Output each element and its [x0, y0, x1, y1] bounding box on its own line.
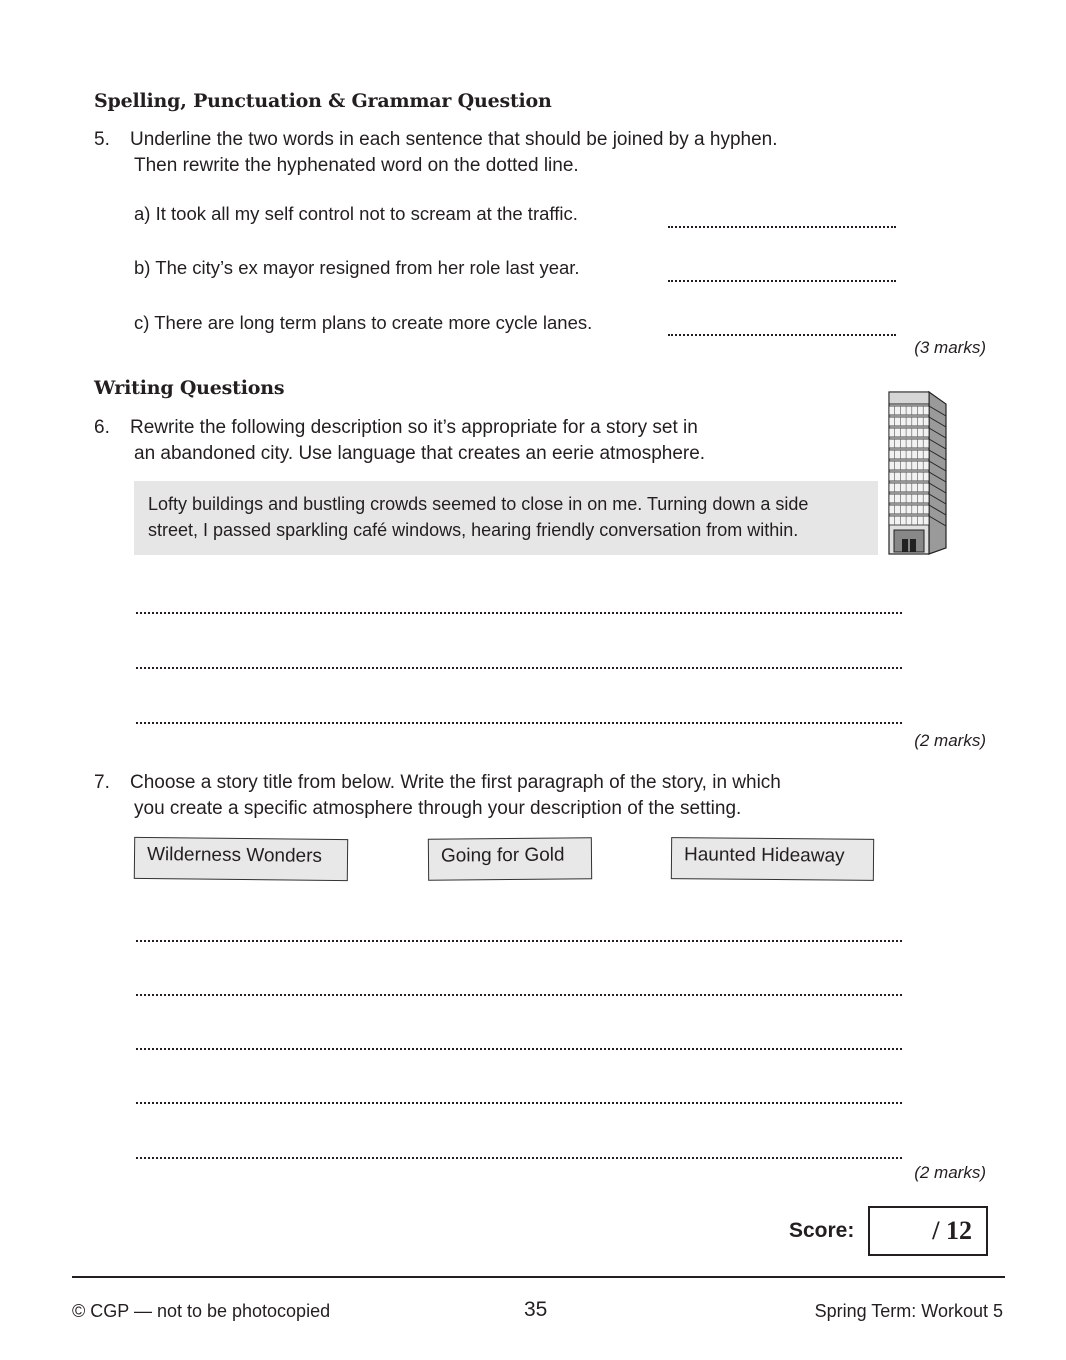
question-text-line: Underline the two words in each sentence that should be joined by a hyphen.	[130, 129, 778, 150]
question-number: 6.	[94, 417, 110, 438]
page-number: 35	[524, 1298, 548, 1321]
question-text-line: an abandoned city. Use language that creates an eerie atmosphere.	[134, 443, 706, 464]
item-sentence[interactable]: The city’s ex mayor resigned from her role last year.	[155, 257, 580, 278]
story-title-option[interactable]: Wilderness Wonders	[134, 837, 348, 881]
section-heading-spag: Spelling, Punctuation & Grammar Question	[94, 90, 552, 112]
item-sentence[interactable]: There are long term plans to create more cycle lanes.	[154, 312, 593, 333]
question-6-prompt	[94, 415, 705, 467]
answer-line-a[interactable]	[668, 226, 896, 228]
quote-line: street, I passed sparkling café windows, hearing friendly conversation from within.	[148, 520, 799, 540]
item-label: a)	[134, 203, 151, 224]
score-box[interactable]	[868, 1206, 988, 1256]
story-title-option[interactable]: Going for Gold	[428, 837, 592, 880]
marks-label: (2 marks)	[914, 731, 986, 750]
answer-line[interactable]	[136, 1048, 902, 1050]
answer-line[interactable]	[136, 994, 902, 996]
question-text-line: you create a specific atmosphere through your description of the setting.	[134, 798, 742, 819]
footer-workout-label: Spring Term: Workout 5	[814, 1301, 1003, 1321]
answer-line[interactable]	[136, 612, 902, 614]
section-heading-writing: Writing Questions	[94, 377, 285, 399]
score-label: Score:	[789, 1219, 855, 1242]
question-5-prompt	[94, 127, 777, 179]
answer-line-b[interactable]	[668, 280, 896, 282]
answer-line[interactable]	[136, 1102, 902, 1104]
marks-label: (3 marks)	[914, 338, 986, 357]
question-7-prompt	[94, 770, 781, 822]
answer-line[interactable]	[136, 722, 902, 724]
spag-item-a	[134, 203, 578, 225]
office-building-icon	[886, 390, 948, 556]
answer-line[interactable]	[136, 940, 902, 942]
item-label: c)	[134, 312, 150, 333]
source-description-box	[134, 481, 878, 555]
marks-label: (2 marks)	[914, 1163, 986, 1182]
spag-item-c	[134, 312, 592, 334]
spag-item-b	[134, 257, 580, 279]
question-text-line: Choose a story title from below. Write the first paragraph of the story, in which	[130, 772, 781, 793]
answer-line-c[interactable]	[668, 334, 896, 336]
question-number: 7.	[94, 772, 110, 793]
answer-line[interactable]	[136, 667, 902, 669]
question-number: 5.	[94, 129, 110, 150]
score-total: / 12	[932, 1216, 972, 1245]
item-sentence[interactable]: It took all my self control not to scream at the traffic.	[155, 203, 578, 224]
item-label: b)	[134, 257, 151, 278]
footer-divider	[72, 1276, 1005, 1278]
answer-line[interactable]	[136, 1157, 902, 1159]
quote-line: Lofty buildings and bustling crowds seemed to close in on me. Turning down a side	[148, 494, 809, 514]
question-text-line: Then rewrite the hyphenated word on the dotted line.	[134, 155, 579, 176]
question-text-line: Rewrite the following description so it’s appropriate for a story set in	[130, 417, 698, 438]
footer-copyright: © CGP — not to be photocopied	[72, 1301, 331, 1321]
story-title-option[interactable]: Haunted Hideaway	[671, 837, 874, 881]
